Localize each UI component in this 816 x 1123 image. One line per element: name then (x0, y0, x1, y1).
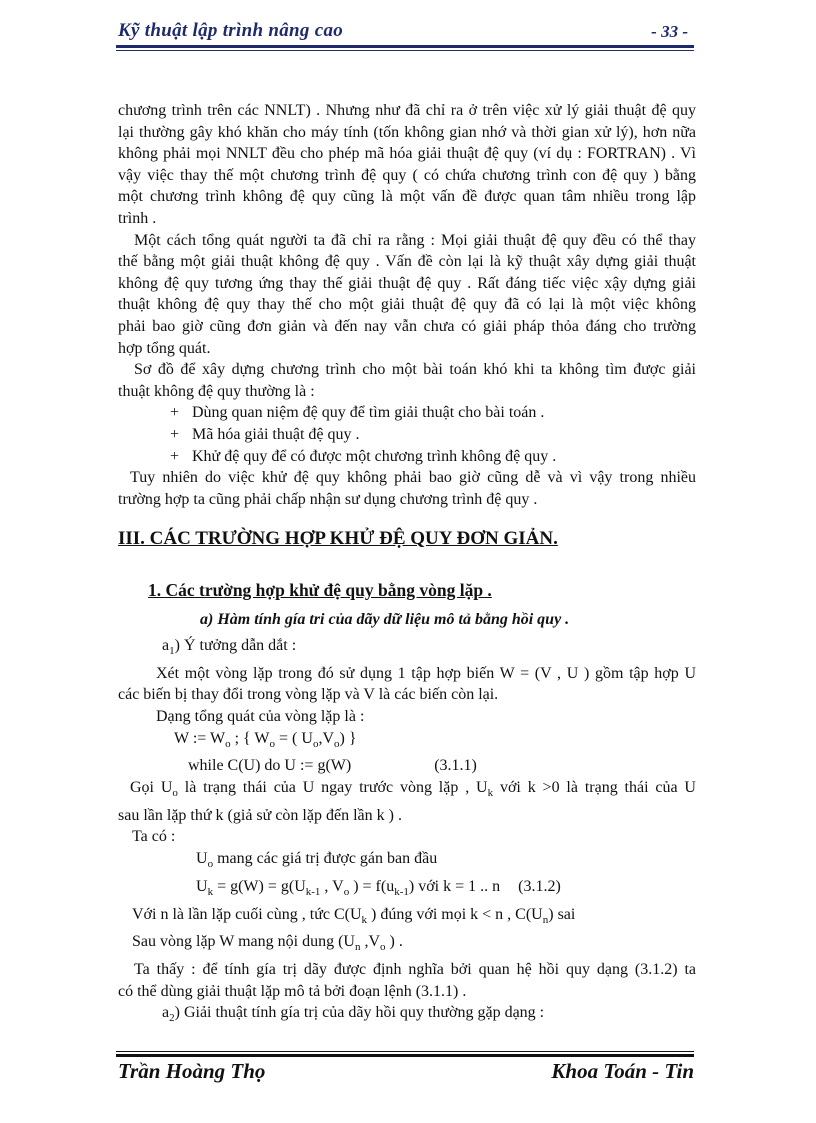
paragraph-line: thuật không đệ quy thường là : (118, 382, 315, 400)
bullet-text: Dùng quan niệm đệ quy để tìm giải thuật cho bài toán . (192, 404, 545, 422)
paragraph-line: trường hợp ta cũng phải chấp nhận sư dụng chương trình đệ quy . (118, 490, 538, 508)
footer-department: Khoa Toán - Tin (551, 1059, 694, 1083)
header-rule-thin (116, 50, 694, 51)
paragraph-line: vậy việc thay thế một chương trình đệ quy ( có chứa chương trình con đệ quy ) bằng (118, 166, 696, 184)
paragraph-line: Xét một vòng lặp trong đó sử dụng 1 tập hợp biến W = (V , U ) gồm tập hợp U (156, 664, 696, 682)
paragraph-line: Gọi $U_o$ là trạng thái của U ngay trước vòng lặp , $U_k$ với k >0 là trạng thái của U (130, 779, 696, 800)
code-line: while C(U) do U := g(W) (3.1.1) (188, 757, 477, 775)
footer-rule (116, 1054, 694, 1057)
paragraph-line: thuật không đệ quy thay thế cho một giải thuật đệ quy đã có lại là một việc không (118, 296, 696, 314)
page-number: - 33 - (651, 22, 688, 41)
paragraph-line: không phải mọi NNLT đều cho phép mã hóa giải thuật đệ quy (ví dụ : FORTRAN) . Vì (118, 145, 696, 163)
paragraph-line: Dạng tổng quát của vòng lặp là : (156, 708, 365, 726)
footer-rule-thin (116, 1051, 694, 1052)
step-heading: $a_1$) Ý tưởng dẫn dắt : (162, 637, 297, 658)
bullet-item (118, 424, 696, 446)
paragraph-line: Tuy nhiên do việc khử đệ quy không phải bao giờ cũng dễ và vì vậy trong nhiều (130, 469, 696, 487)
page-body (118, 100, 696, 1030)
paragraph-line: phải bao giờ cũng đơn giản và đến nay vẫn chưa có giải pháp thỏa đáng cho trường (118, 317, 696, 335)
section-heading: III. CÁC TRƯỜNG HỢP KHỬ ĐỆ QUY ĐƠN GIẢN. (118, 528, 558, 550)
bullet-mark: + (170, 404, 180, 422)
paragraph-line: lại thường gây khó khăn cho máy tính (tốn không gian nhớ và thời gian xử lý), hơn nữa (118, 123, 696, 141)
bullet-item (118, 446, 696, 468)
paragraph-line: sau lần lặp thứ k (giả sử còn lặp đến lần k ) . (118, 806, 402, 824)
footer-author: Trần Hoàng Thọ (118, 1059, 266, 1083)
paragraph-line: các biến bị thay đổi trong vòng lặp và V là các biến còn lại. (118, 686, 499, 704)
paragraph-line: Ta có : (132, 828, 176, 846)
bullet-item (118, 402, 696, 424)
subsubsection-heading: a) Hàm tính gía tri của dãy dữ liệu mô tả bằng hồi quy . (200, 611, 570, 629)
paragraph-line: chương trình trên các NNLT) . Nhưng như đã chỉ ra ở trên việc xử lý giải thuật đệ quy (118, 102, 696, 119)
step-heading: $a_2$) Giải thuật tính gía trị của dãy hồi quy thường gặp dạng : (162, 1004, 545, 1025)
paragraph-line: hợp tổng quát. (118, 339, 211, 357)
header-rule (116, 45, 694, 48)
paragraph-line: không đệ quy tương ứng thay thế giải thuật đệ quy . Rất đáng tiếc việc xậy dựng giải (118, 274, 696, 292)
paragraph-line: một chương trình không đệ quy cũng là một vấn đề được quan tâm nhiều trong lập (118, 188, 696, 206)
paragraph-line: Sau vòng lặp W mang nội dung ($U_n$ $,V_o$ ) . (132, 933, 403, 954)
subsection-heading: 1. Các trường hợp khử đệ quy bằng vòng lặp . (148, 579, 492, 600)
formula-line: $U_k = g(W) = g(U_{k-1}$ , $V_o$ ) = $f(u_{k-1})$ với k = 1 .. n (3.1.2) (196, 877, 561, 898)
header-title: Kỹ thuật lập trình nâng cao (118, 20, 344, 41)
paragraph-line: Ta thấy : để tính gía trị dãy được định nghĩa bởi quan hệ hồi quy dạng (3.1.2) ta (134, 961, 696, 979)
paragraph-line: có thể dùng giải thuật lặp mô tả bởi đoạn lệnh (3.1.1) . (118, 982, 467, 1000)
equation-number: (3.1.1) (434, 757, 477, 775)
bullet-mark: + (170, 425, 180, 443)
code-line: W := $W_o$ ; { $W_o$ = ( $U_o,V_o$) } (174, 729, 357, 750)
paragraph-line: thế bằng một giải thuật không đệ quy . Vấn đề còn lại là kỹ thuật xây dựng giải thuật (118, 253, 696, 271)
paragraph-line: Với n là lần lặp cuối cùng , tức $C(U_k$ ) đúng với mọi k < n , $C(U_n)$ sai (132, 905, 576, 926)
formula-line: $U_o$ mang các giá trị được gán ban đầu (196, 849, 438, 871)
paragraph-line: Sơ đồ để xây dựng chương trình cho một bài toán khó khi ta không tìm được giải (134, 361, 696, 379)
bullet-text: Khử đệ quy để có được một chương trình không đệ quy . (192, 447, 557, 465)
paragraph-line: Một cách tổng quát người ta đã chỉ ra rằng : Mọi giải thuật đệ quy đều có thể thay (134, 231, 696, 249)
paragraph-line: trình . (118, 209, 157, 227)
equation-number: (3.1.2) (518, 877, 561, 895)
bullet-text: Mã hóa giải thuật đệ quy . (192, 425, 360, 443)
bullet-mark: + (170, 447, 180, 465)
